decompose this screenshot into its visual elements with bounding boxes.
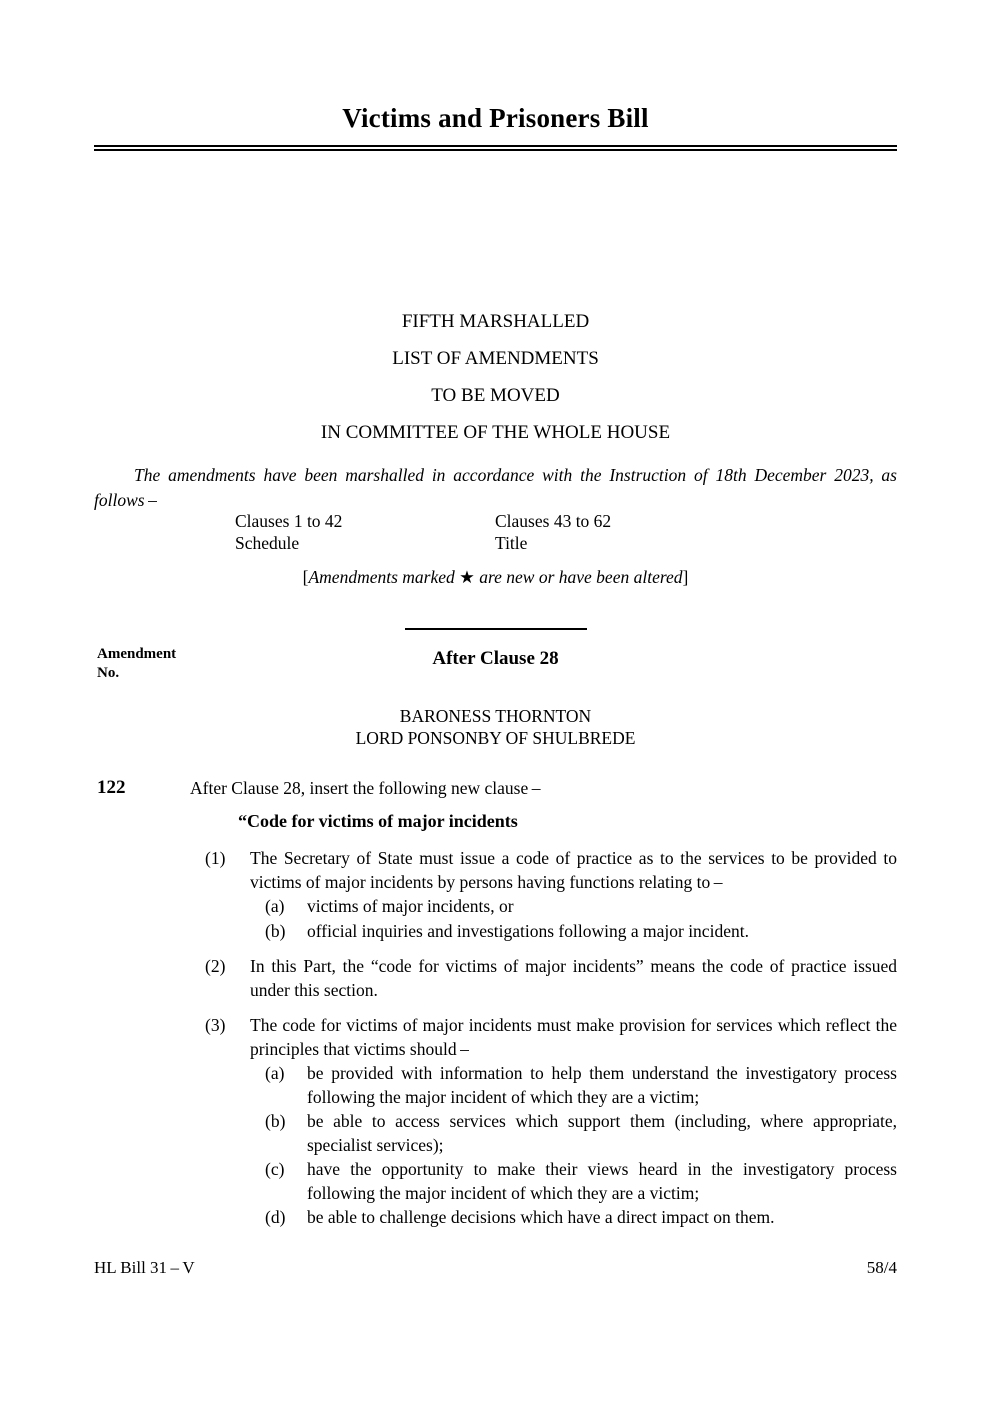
star-icon: ★: [459, 567, 475, 587]
subsection-2: [190, 955, 897, 1002]
title-rule-thick: [94, 145, 897, 147]
subsection-3: [190, 1014, 897, 1230]
heading-line-2: LIST OF AMENDMENTS: [392, 348, 599, 369]
paragraph-text: have the opportunity to make their views heard in the investigatory process following the major incident of which they are a victim;: [307, 1159, 897, 1203]
section-divider-rule: [405, 628, 587, 630]
sponsor-name: BARONESS THORNTON: [399, 706, 592, 726]
starred-amendments-note: [0, 567, 991, 588]
paragraph-3b: [250, 1110, 897, 1157]
paragraph-marker: (a): [265, 1063, 285, 1083]
page-title: Victims and Prisoners Bill: [342, 103, 649, 133]
marshalling-instruction: The amendments have been marshalled in accordance with the Instruction of 18th December 2023, as follows –: [94, 465, 897, 510]
amendment-lead-line: After Clause 28, insert the following new clause –: [190, 778, 541, 798]
paragraph-text: be provided with information to help them understand the investigatory process following the major incident of which they are a victim;: [307, 1063, 897, 1107]
subsection-text: The code for victims of major incidents must make provision for services which reflect the principles that victims should –: [250, 1015, 897, 1059]
note-text-after-star: are new or have been altered: [474, 567, 683, 587]
amendment-body: [190, 777, 897, 1242]
paragraph-marker: (b): [265, 1111, 286, 1131]
amendment-number: 122: [97, 777, 126, 798]
paragraph-1a: [250, 895, 897, 919]
sponsor-name: LORD PONSONBY OF SHULBREDE: [355, 728, 636, 748]
heading-line-3: TO BE MOVED: [431, 385, 560, 406]
subsection-text: In this Part, the “code for victims of major incidents” means the code of practice issued under this section.: [250, 956, 897, 1000]
note-open-bracket: [: [302, 567, 309, 587]
paragraph-3d: [250, 1206, 897, 1230]
paragraph-3a: [250, 1062, 897, 1109]
footer-page-number: 58/4: [866, 1258, 897, 1277]
subsection-1: [190, 847, 897, 943]
paragraph-marker: (a): [265, 896, 285, 916]
subsection-1-paragraphs: [250, 895, 897, 943]
note-text-before-star: Amendments marked: [308, 567, 460, 587]
subsection-3-paragraphs: [250, 1062, 897, 1230]
paragraph-1b: [250, 920, 897, 944]
amendment-no-label-line1: Amendment: [97, 646, 177, 662]
section-heading: After Clause 28: [432, 648, 559, 669]
clause-column-left: [235, 510, 495, 554]
note-close-bracket: ]: [682, 567, 689, 587]
clause-range-item: Clauses 1 to 42: [235, 511, 343, 531]
paragraph-text: be able to challenge decisions which have a direct impact on them.: [307, 1207, 775, 1227]
paragraph-marker: (b): [265, 920, 286, 941]
clause-column-right: [495, 510, 755, 554]
subsection-marker: (2): [205, 956, 226, 976]
clause-range-item: Clauses 43 to 62: [495, 511, 612, 531]
paragraph-text: be able to access services which support them (including, where appropriate, specialist services);: [307, 1111, 897, 1155]
subsection-marker: (1): [205, 848, 226, 868]
amendment-no-label-line2: No.: [97, 665, 120, 681]
document-heading-block: [0, 303, 991, 451]
paragraph-text: victims of major incidents, or: [307, 896, 514, 916]
footer-bill-reference: HL Bill 31 – V: [94, 1258, 195, 1277]
new-clause-heading: “Code for victims of major incidents: [238, 810, 518, 831]
paragraph-text: official inquiries and investigations following a major incident.: [307, 920, 749, 941]
subsection-marker: (3): [205, 1015, 226, 1035]
subsection-text: The Secretary of State must issue a code of practice as to the services to be provided to victims of major incidents by persons having functions relating to –: [250, 848, 897, 892]
paragraph-3c: [250, 1158, 897, 1205]
clause-range-item: Schedule: [235, 533, 300, 553]
clause-range-columns: [235, 510, 755, 554]
paragraph-marker: (c): [265, 1159, 285, 1179]
title-double-rule: [94, 145, 897, 151]
clause-range-item: Title: [495, 533, 528, 553]
heading-line-1: FIFTH MARSHALLED: [401, 311, 590, 332]
page-footer: [94, 1258, 897, 1278]
paragraph-marker: (d): [265, 1207, 286, 1227]
heading-line-4: IN COMMITTEE OF THE WHOLE HOUSE: [320, 422, 671, 443]
title-rule-thin: [94, 149, 897, 150]
sponsor-list: [0, 705, 991, 749]
